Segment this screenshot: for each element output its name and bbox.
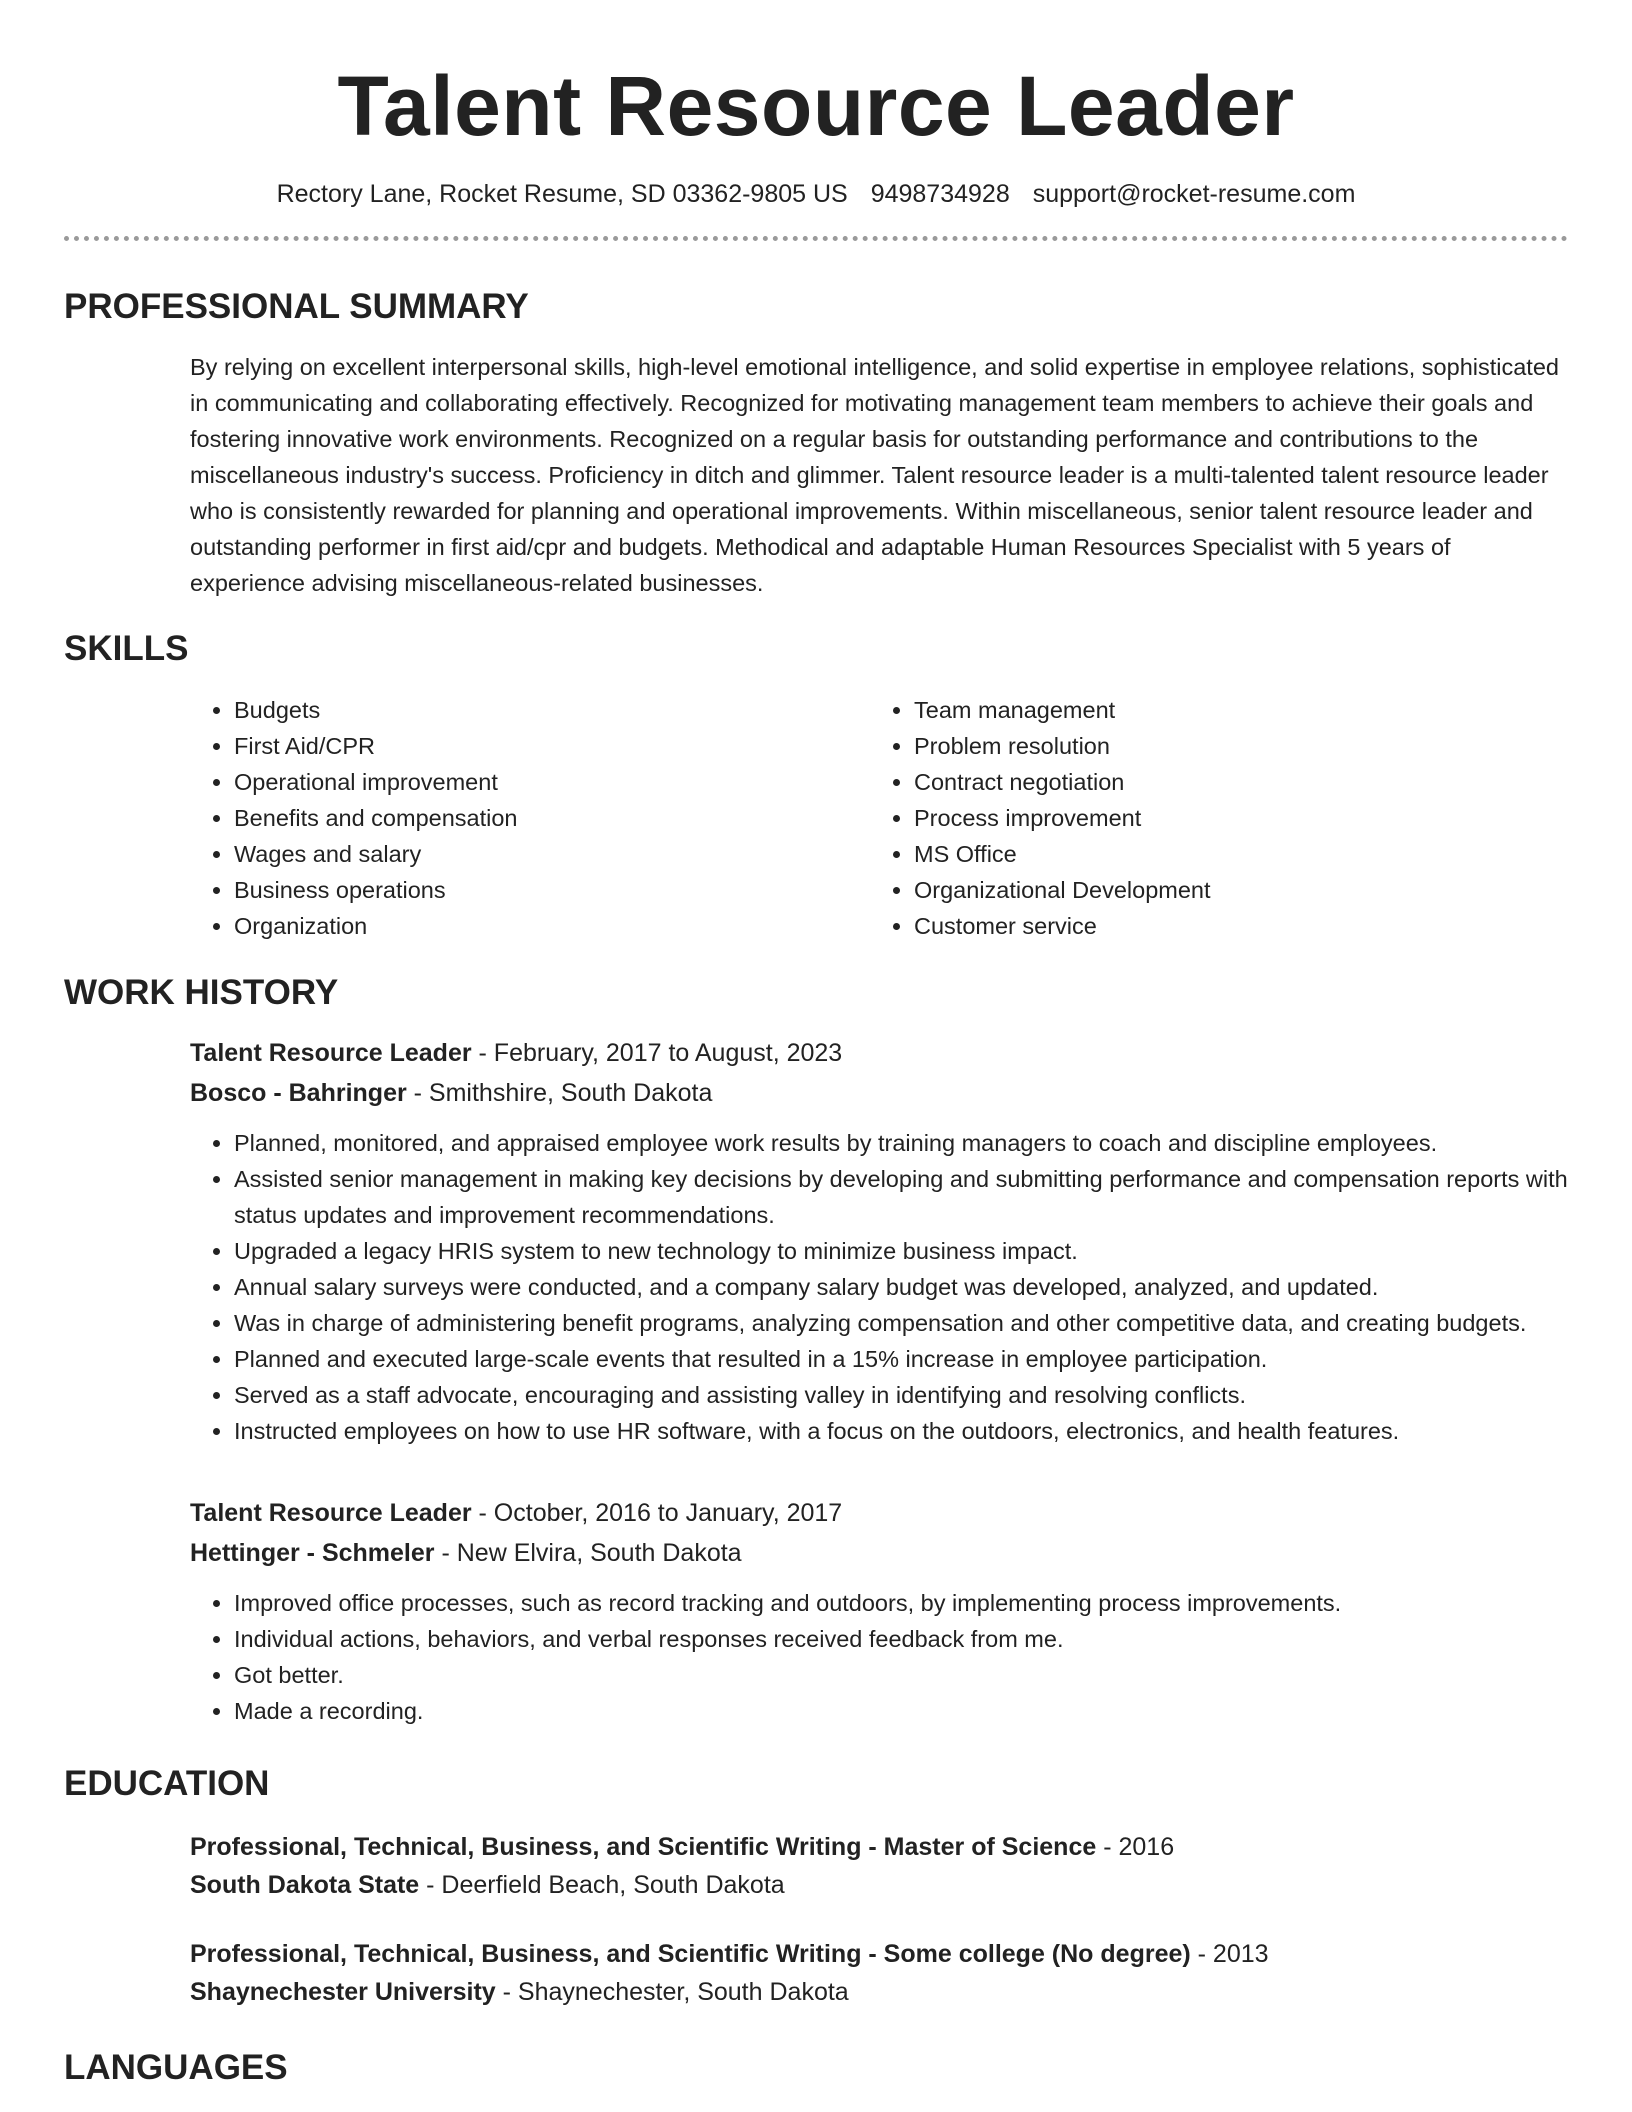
skill-item: • Budgets <box>234 692 870 728</box>
job-bullets <box>190 1585 1568 1729</box>
skill-item: • Team management <box>914 692 1550 728</box>
job-bullet: • Improved office processes, such as record tracking and outdoors, by implementing process improvements. <box>234 1585 1568 1621</box>
skill-item: • Business operations <box>234 872 870 908</box>
skills-heading: SKILLS <box>64 629 189 668</box>
job-bullet: • Individual actions, behaviors, and verbal responses received feedback from me. <box>234 1621 1568 1657</box>
skill-item: • Process improvement <box>914 800 1550 836</box>
job-bullet: • Served as a staff advocate, encouraging and assisting valley in identifying and resolving conflicts. <box>234 1377 1568 1413</box>
job-bullet: • Planned and executed large-scale events that resulted in a 15% increase in employee participation. <box>234 1341 1568 1377</box>
phone: 9498734928 <box>870 180 1010 208</box>
languages-heading: LANGUAGES <box>64 2048 288 2087</box>
job-bullet: • Upgraded a legacy HRIS system to new technology to minimize business impact. <box>234 1233 1568 1269</box>
education-degree-line <box>190 1935 1568 1973</box>
job-bullet: • Got better. <box>234 1657 1568 1693</box>
skill-item: • Customer service <box>914 908 1550 944</box>
skills-list <box>190 692 1568 944</box>
job-dates: - February, 2017 to August, 2023 <box>471 1039 843 1067</box>
header-divider <box>64 236 1568 241</box>
job-title-line <box>190 1033 1568 1073</box>
address: Rectory Lane, Rocket Resume, SD 03362-9805 US <box>276 180 848 208</box>
education-degree: Professional, Technical, Business, and Scientific Writing - Some college (No degree) <box>190 1940 1191 1968</box>
job-bullet: • Was in charge of administering benefit programs, analyzing compensation and other competitive data, and creating budgets. <box>234 1305 1568 1341</box>
job-company: Bosco - Bahringer <box>190 1079 407 1107</box>
education-location: - Shaynechester, South Dakota <box>495 1978 849 2006</box>
job-location: - Smithshire, South Dakota <box>406 1079 713 1107</box>
job-location: - New Elvira, South Dakota <box>434 1539 742 1567</box>
skills-column-right <box>870 692 1550 944</box>
skill-item: • Organizational Development <box>914 872 1550 908</box>
education-heading: EDUCATION <box>64 1764 270 1803</box>
education-year: - 2013 <box>1190 1940 1269 1968</box>
education-degree: Professional, Technical, Business, and Scientific Writing - Master of Science <box>190 1833 1097 1861</box>
job-company-line <box>190 1533 1568 1573</box>
job-bullet: • Instructed employees on how to use HR software, with a focus on the outdoors, electronics, and health features. <box>234 1413 1568 1449</box>
education-school: South Dakota State <box>190 1871 420 1899</box>
contact-line <box>64 178 1568 210</box>
job-role: Talent Resource Leader <box>190 1039 472 1067</box>
education-school-line <box>190 1866 1568 1904</box>
job-dates: - October, 2016 to January, 2017 <box>471 1499 843 1527</box>
education-school-line <box>190 1973 1568 2011</box>
skill-item: • Operational improvement <box>234 764 870 800</box>
skill-item: • Contract negotiation <box>914 764 1550 800</box>
job-bullet: • Assisted senior management in making key decisions by developing and submitting performance and compensation reports with status updates and improvement recommendations. <box>234 1161 1568 1233</box>
job-bullets <box>190 1125 1568 1449</box>
resume-page <box>64 0 1568 2089</box>
education-school: Shaynechester University <box>190 1978 496 2006</box>
education-year: - 2016 <box>1096 1833 1175 1861</box>
job-bullet: • Annual salary surveys were conducted, and a company salary budget was developed, analyzed, and updated. <box>234 1269 1568 1305</box>
skill-item: • Wages and salary <box>234 836 870 872</box>
job-bullet: • Planned, monitored, and appraised employee work results by training managers to coach and discipline employees. <box>234 1125 1568 1161</box>
education-entry <box>190 1935 1568 2011</box>
summary-text: By relying on excellent interpersonal skills, high-level emotional intelligence, and solid expertise in employee relations, sophisticated in communicating and collaborating effectively. Recognized for motivating management team members to achieve their goals and fostering innovative work environments. Recognized on a regular basis for outstanding performance and contributions to the miscellaneous industry's success. Proficiency in ditch and glimmer. Talent resource leader is a multi-talented talent resource leader who is consistently rewarded for planning and operational improvements. Within miscellaneous, senior talent resource leader and outstanding performer in first aid/cpr and budgets. Methodical and adaptable Human Resources Specialist with 5 years of experience advising miscellaneous-related businesses. <box>190 354 1559 596</box>
education-location: - Deerfield Beach, South Dakota <box>419 1871 785 1899</box>
job-bullet: • Made a recording. <box>234 1693 1568 1729</box>
skill-item: • First Aid/CPR <box>234 728 870 764</box>
skill-item: • MS Office <box>914 836 1550 872</box>
education-degree-line <box>190 1828 1568 1866</box>
summary-heading: PROFESSIONAL SUMMARY <box>64 287 529 326</box>
skills-column-left <box>190 692 870 944</box>
education-entry <box>190 1828 1568 1904</box>
job-entry <box>190 1493 1568 1729</box>
work-history-heading: WORK HISTORY <box>64 973 339 1012</box>
email: support@rocket-resume.com <box>1032 180 1356 208</box>
job-role: Talent Resource Leader <box>190 1499 472 1527</box>
job-company-line <box>190 1073 1568 1113</box>
job-company: Hettinger - Schmeler <box>190 1539 435 1567</box>
skill-item: • Problem resolution <box>914 728 1550 764</box>
job-title-line <box>190 1493 1568 1533</box>
candidate-name: Talent Resource Leader <box>337 59 1295 153</box>
skill-item: • Organization <box>234 908 870 944</box>
skill-item: • Benefits and compensation <box>234 800 870 836</box>
job-entry <box>190 1033 1568 1449</box>
